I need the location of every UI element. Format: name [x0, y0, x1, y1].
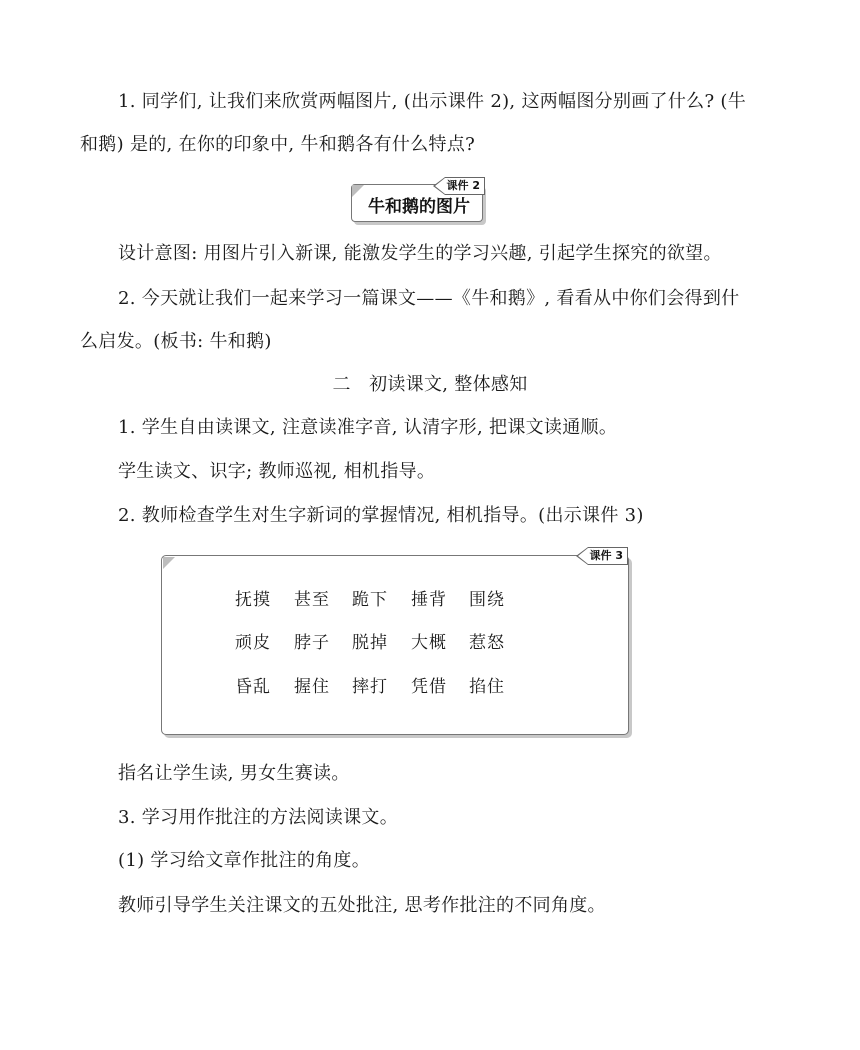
vocab-word: 掐住 — [469, 677, 505, 697]
vocab-word: 捶背 — [411, 590, 447, 610]
vocab-word: 跪下 — [352, 590, 388, 610]
step-1-note: 学生读文、识字; 教师巡视, 相机指导。 — [118, 461, 436, 482]
vocab-word: 脱掉 — [352, 633, 388, 653]
design-intent: 设计意图: 用图片引入新课, 能激发学生的学习兴趣, 引起学生探究的欲望。 — [118, 243, 722, 264]
vocab-word: 凭借 — [411, 677, 447, 697]
courseware-2-title: 牛和鹅的图片 — [368, 197, 470, 217]
paragraph-1-line-1: 1. 同学们, 让我们来欣赏两幅图片, (出示课件 2), 这两幅图分别画了什么? (牛 — [118, 91, 747, 112]
vocab-word: 甚至 — [294, 590, 330, 610]
courseware-2-tag: 课件 2 — [445, 177, 485, 195]
step-2-note: 指名让学生读, 男女生赛读。 — [118, 763, 350, 784]
corner-triangle-icon — [163, 557, 175, 569]
step-1: 1. 学生自由读课文, 注意读准字音, 认清字形, 把课文读通顺。 — [118, 417, 618, 438]
step-3-note: 教师引导学生关注课文的五处批注, 思考作批注的不同角度。 — [118, 895, 606, 916]
vocab-word: 摔打 — [352, 677, 388, 697]
paragraph-2-line-2: 么启发。(板书: 牛和鹅) — [80, 331, 272, 352]
vocab-word: 抚摸 — [235, 590, 271, 610]
courseware-3-tag: 课件 3 — [588, 547, 628, 565]
vocab-word: 惹怒 — [469, 633, 505, 653]
vocab-word: 脖子 — [294, 633, 330, 653]
vocab-word: 围绕 — [469, 590, 505, 610]
vocab-word: 顽皮 — [235, 633, 271, 653]
step-3: 3. 学习用作批注的方法阅读课文。 — [118, 807, 398, 828]
section-heading: 二 初读课文, 整体感知 — [332, 374, 528, 395]
vocab-word: 昏乱 — [235, 677, 271, 697]
courseware-3-frame — [161, 555, 629, 735]
vocab-word: 握住 — [294, 677, 330, 697]
step-3-sub: (1) 学习给文章作批注的角度。 — [118, 850, 371, 871]
courseware-2-card — [351, 177, 485, 223]
step-2: 2. 教师检查学生对生字新词的掌握情况, 相机指导。(出示课件 3) — [118, 505, 644, 526]
vocab-word: 大概 — [411, 633, 447, 653]
paragraph-1-line-2: 和鹅) 是的, 在你的印象中, 牛和鹅各有什么特点? — [80, 134, 476, 155]
paragraph-2-line-1: 2. 今天就让我们一起来学习一篇课文——《牛和鹅》, 看看从中你们会得到什 — [118, 288, 740, 309]
courseware-3-card — [161, 545, 631, 740]
